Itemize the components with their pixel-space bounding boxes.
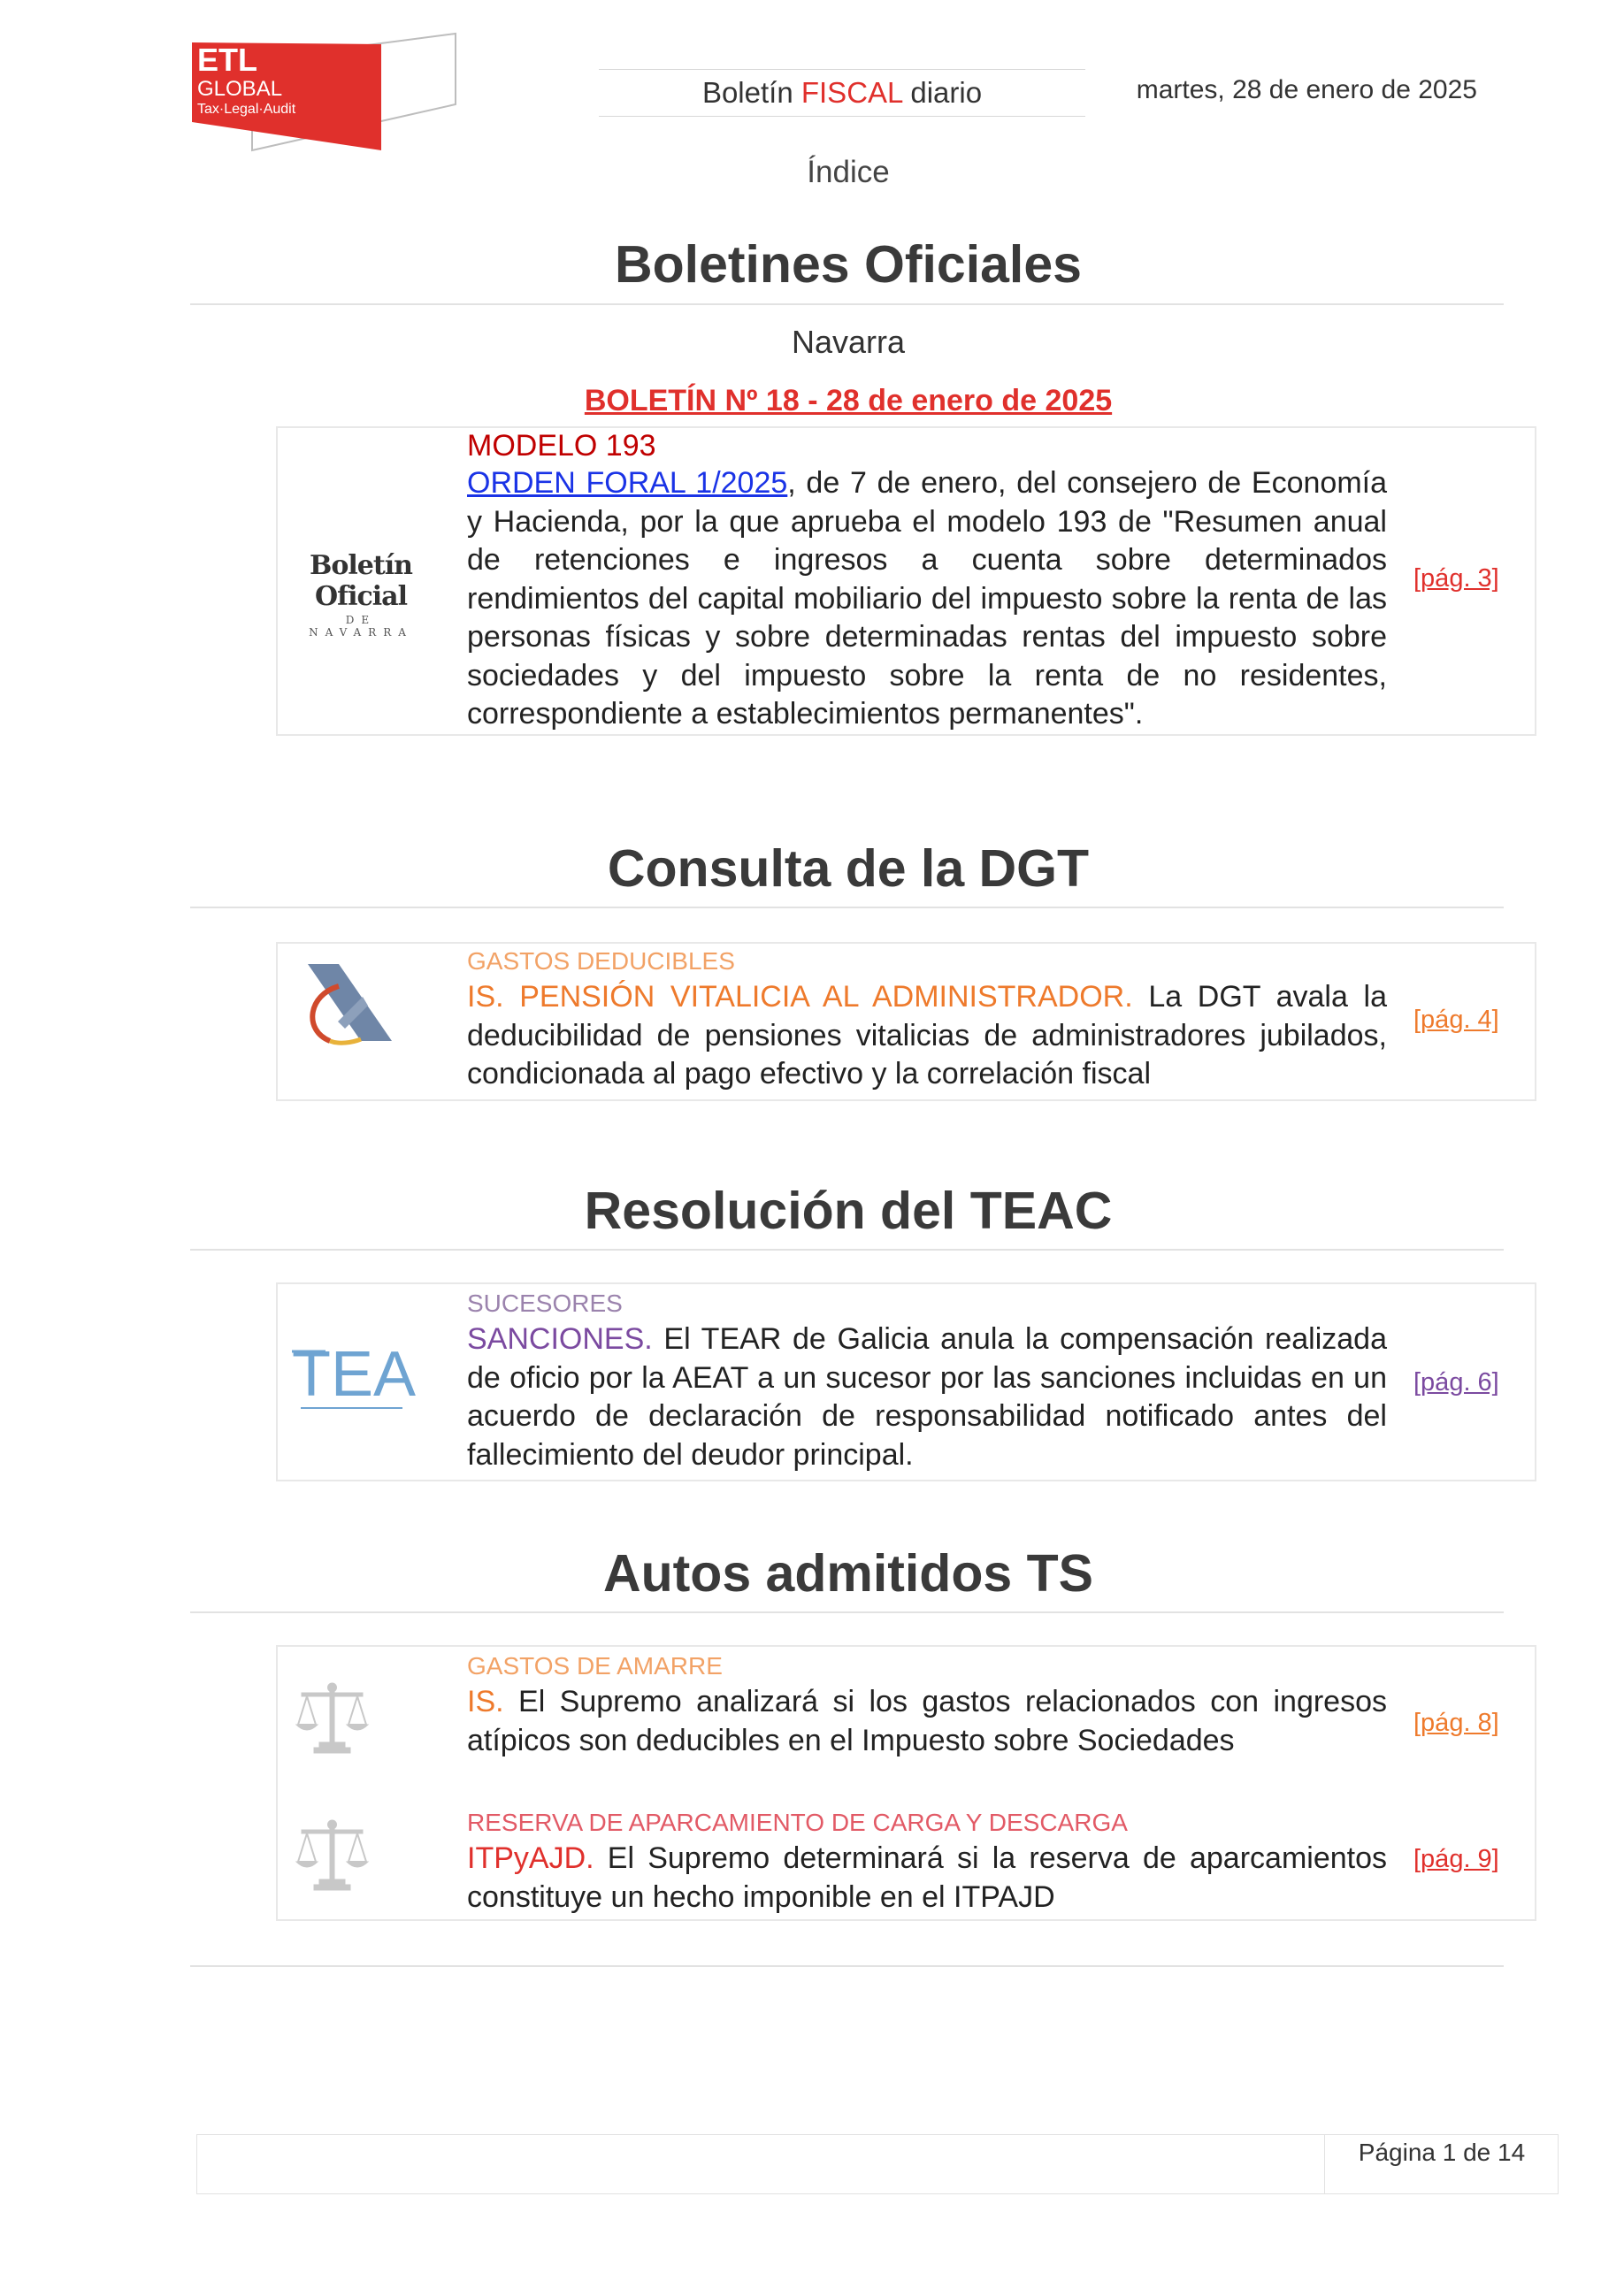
scales-of-justice-icon — [295, 1680, 370, 1760]
section-divider — [190, 303, 1504, 305]
section-divider — [190, 1249, 1504, 1251]
logo-sub2: Tax·Legal·Audit — [197, 102, 296, 117]
scales-of-justice-icon — [295, 1818, 370, 1897]
title-suffix: diario — [910, 76, 983, 109]
item-lead: SANCIONES. — [467, 1322, 653, 1356]
footer-divider — [1324, 2134, 1325, 2194]
agencia-tributaria-icon — [299, 960, 396, 1048]
item-reserva-aparcamiento — [467, 1806, 1387, 1917]
item-lead: ITPyAJD. — [467, 1841, 594, 1875]
tea-logo — [292, 1344, 416, 1415]
page-ref-link[interactable]: [pág. 6] — [1413, 1368, 1499, 1397]
boletin-navarra-logo — [299, 550, 423, 639]
logo-sub1: GLOBAL — [197, 77, 283, 101]
item-body: La DGT avala la deducibilidad de pensiones vitalicias de administradores jubilados, condicionada al pago efectivo y la correlación fiscal — [467, 980, 1387, 1091]
section-divider — [190, 907, 1504, 908]
page-ref-link[interactable]: [pág. 8] — [1413, 1709, 1499, 1737]
bulletin-link[interactable]: BOLETÍN Nº 18 - 28 de enero de 2025 — [584, 384, 1113, 417]
tea-logo-text: TEA — [292, 1344, 416, 1410]
page-ref-link[interactable]: [pág. 4] — [1413, 1006, 1499, 1034]
item-category: SUCESORES — [467, 1290, 623, 1317]
section-title-teac: Resolución del TEAC — [584, 1182, 1113, 1240]
item-category: RESERVA DE APARCAMIENTO DE CARGA Y DESCARGA — [467, 1809, 1128, 1836]
section-divider — [190, 1965, 1504, 1967]
region-label: Navarra — [791, 324, 906, 360]
page-ref-link[interactable]: [pág. 9] — [1413, 1845, 1499, 1873]
bulletin-title — [599, 69, 1085, 117]
page-ref-link[interactable]: [pág. 3] — [1413, 564, 1499, 593]
section-title-ts: Autos admitidos TS — [603, 1544, 1093, 1603]
section-title-boletines: Boletines Oficiales — [615, 235, 1082, 294]
item-body: , de 7 de enero, del consejero de Economía y Hacienda, por la que aprueba el modelo 193 de "Resumen anual de retenciones e ingresos a cuenta sobre determinados rendimientos del capital mobiliario del impuesto sobre la renta de las personas físicas y sobre determinadas rentas del impuesto sobre sociedades y del impuesto sobre la renta de no residentes, correspondiente a establecimientos permanentes". — [467, 466, 1387, 731]
item-lead: IS. PENSIÓN VITALICIA AL ADMINISTRADOR. — [467, 980, 1133, 1014]
item-sanciones — [467, 1287, 1387, 1474]
page-number: Página 1 de 14 — [1358, 2139, 1526, 2166]
item-category: GASTOS DEDUCIBLES — [467, 947, 735, 975]
item-body: El TEAR de Galicia anula la compensación realizada de oficio por la AEAT a un sucesor por las sanciones incluidas en un acuerdo de declaración de responsabilidad notificado antes del fallecimiento del deudor principal. — [467, 1322, 1387, 1472]
item-pension-vitalicia — [467, 945, 1387, 1094]
item-lead: IS. — [467, 1685, 504, 1718]
title-prefix: Boletín — [701, 76, 793, 109]
item-body: El Supremo determinará si la reserva de aparcamientos constituye un hecho imponible en el ITPAJD — [467, 1841, 1387, 1914]
item-modelo-193 — [467, 427, 1387, 734]
orden-foral-link[interactable]: ORDEN FORAL 1/2025 — [467, 466, 788, 500]
index-label: Índice — [807, 155, 890, 189]
section-title-dgt: Consulta de la DGT — [607, 839, 1090, 898]
logo-line1: Boletín Oficial — [310, 550, 412, 612]
etl-global-logo — [190, 27, 460, 155]
title-highlight: FISCAL — [801, 76, 903, 109]
item-body: El Supremo analizará si los gastos relacionados con ingresos atípicos son deducibles en el Impuesto sobre Sociedades — [467, 1685, 1387, 1757]
section-divider — [190, 1611, 1504, 1613]
item-gastos-amarre — [467, 1649, 1387, 1760]
bulletin-date: martes, 28 de enero de 2025 — [1136, 75, 1477, 104]
logo-line2: DE NAVARRA — [309, 614, 413, 639]
logo-brand: ETL — [197, 42, 257, 78]
item-category: MODELO 193 — [467, 429, 656, 463]
item-category: GASTOS DE AMARRE — [467, 1652, 723, 1680]
